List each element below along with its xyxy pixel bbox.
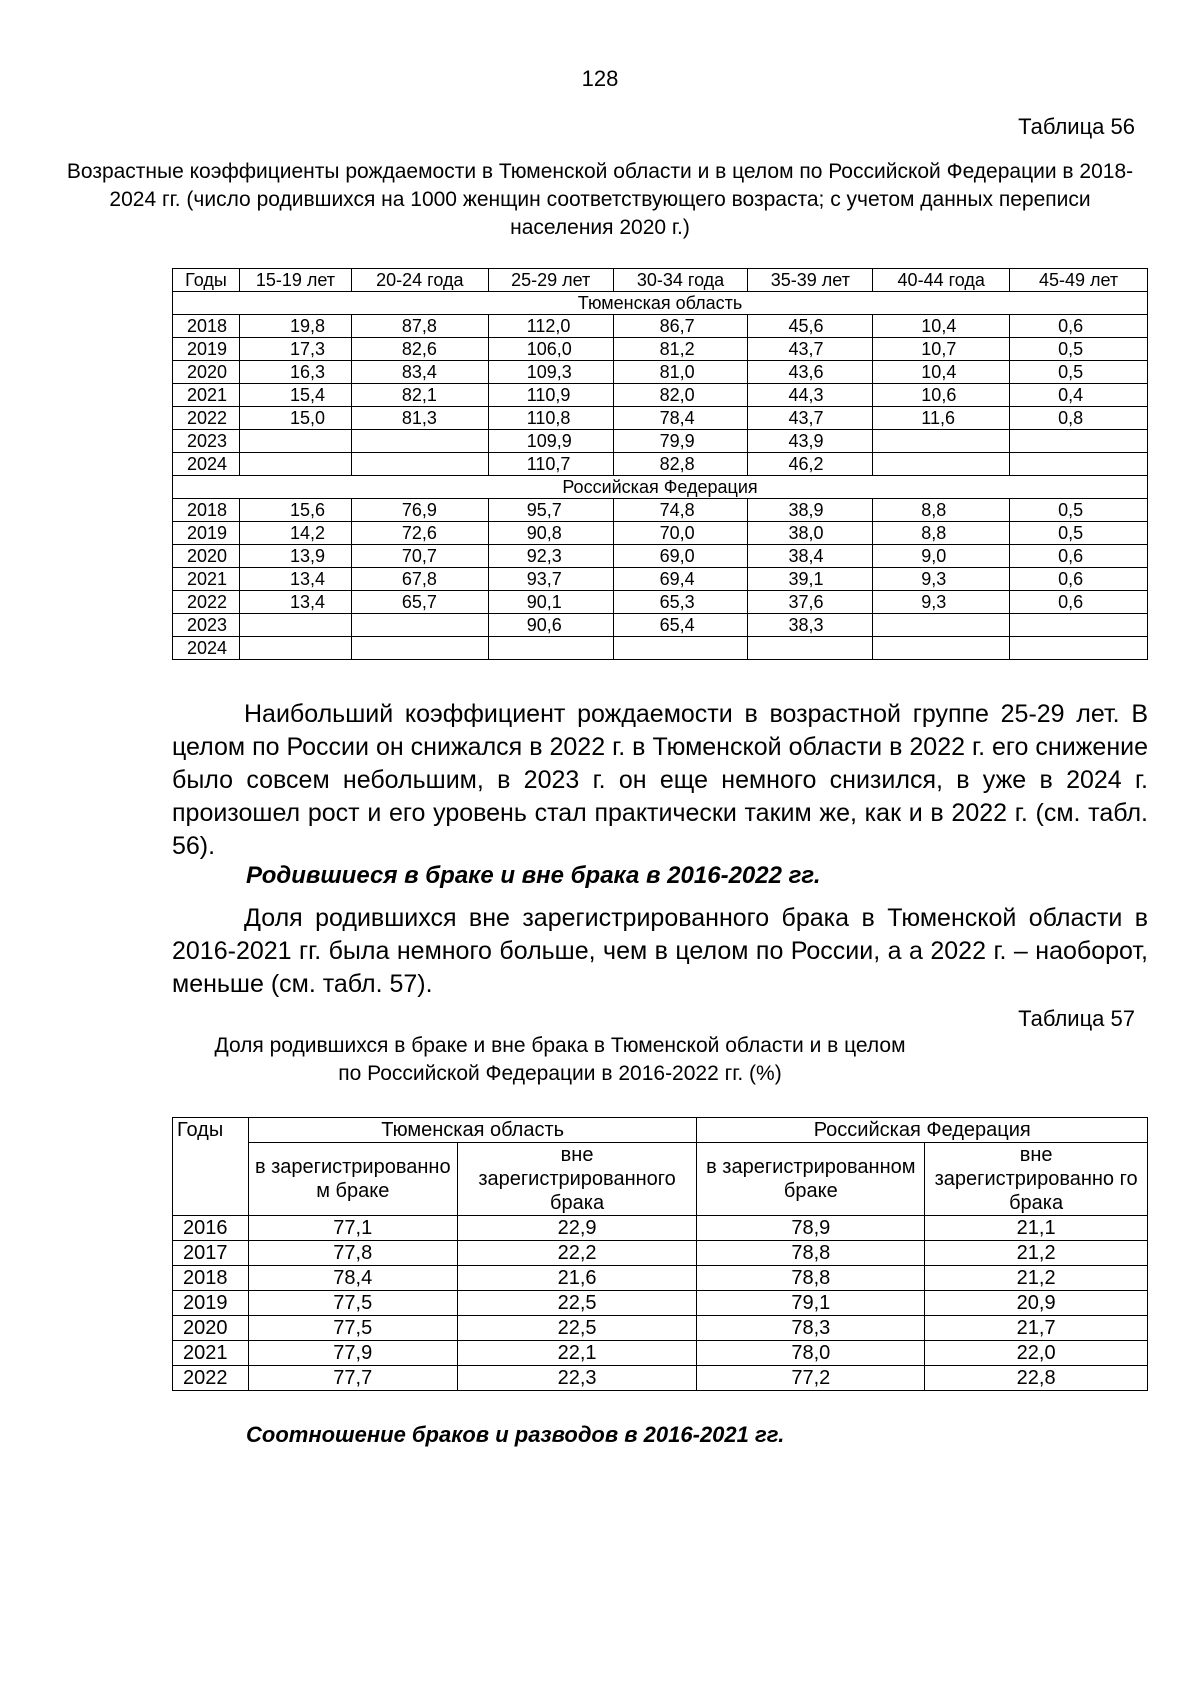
value-cell: 44,3 [748,384,873,407]
value-cell [613,637,748,660]
table-57-label: Таблица 57 [1018,1006,1135,1031]
value-cell: 82,1 [351,384,488,407]
value-cell: 15,0 [239,407,351,430]
header-30-34: 30-34 года [613,269,748,292]
value-cell: 72,6 [351,522,488,545]
year-cell: 2020 [173,361,240,384]
value-cell: 67,8 [351,568,488,591]
year-cell: 2018 [173,499,240,522]
value-cell: 21,1 [925,1216,1148,1241]
value-cell: 110,9 [488,384,613,407]
table-57-caption [110,1032,1010,1088]
value-cell: 86,7 [613,315,748,338]
section-heading-births: Родившиеся в браке и вне брака в 2016-2022 гг. [246,862,821,889]
value-cell: 77,2 [697,1366,925,1391]
value-cell: 78,8 [697,1266,925,1291]
value-cell: 0,5 [1010,522,1148,545]
year-cell: 2018 [173,315,240,338]
value-cell: 112,0 [488,315,613,338]
value-cell [239,430,351,453]
year-cell: 2019 [173,522,240,545]
table-57-caption-line-2: по Российской Федерации в 2016-2022 гг. (%) [338,1062,782,1085]
value-cell: 9,0 [873,545,1010,568]
value-cell: 78,3 [697,1316,925,1341]
table-57-header-row-1 [173,1118,1148,1143]
table-row [173,637,1148,660]
header-20-24: 20-24 года [351,269,488,292]
value-cell: 13,4 [239,591,351,614]
value-cell: 82,6 [351,338,488,361]
header-years: Годы [173,1118,249,1216]
value-cell: 20,9 [925,1291,1148,1316]
value-cell: 65,4 [613,614,748,637]
year-cell: 2016 [173,1216,249,1241]
value-cell [748,637,873,660]
value-cell [351,614,488,637]
value-cell: 22,8 [925,1366,1148,1391]
header-years: Годы [173,269,240,292]
value-cell [1010,430,1148,453]
value-cell: 22,0 [925,1341,1148,1366]
header-russian-federation: Российская Федерация [697,1118,1148,1143]
table-row [173,407,1148,430]
value-cell: 17,3 [239,338,351,361]
value-cell: 78,8 [697,1241,925,1266]
value-cell: 90,1 [488,591,613,614]
value-cell: 83,4 [351,361,488,384]
year-cell: 2017 [173,1241,249,1266]
value-cell: 0,6 [1010,591,1148,614]
value-cell: 15,6 [239,499,351,522]
value-cell [239,453,351,476]
value-cell: 45,6 [748,315,873,338]
table-56-body [173,292,1148,660]
value-cell: 22,9 [457,1216,697,1241]
table-row [173,453,1148,476]
table-row [173,522,1148,545]
table-56-header-row [173,269,1148,292]
value-cell [1010,614,1148,637]
value-cell: 82,8 [613,453,748,476]
value-cell: 77,5 [248,1316,457,1341]
value-cell: 43,9 [748,430,873,453]
value-cell: 81,2 [613,338,748,361]
section-title: Тюменская область [173,292,1148,315]
value-cell: 79,1 [697,1291,925,1316]
value-cell: 0,5 [1010,499,1148,522]
table-row [173,591,1148,614]
table-row [173,568,1148,591]
table-56-section-row [173,292,1148,315]
header-40-44: 40-44 года [873,269,1010,292]
header-45-49: 45-49 лет [1010,269,1148,292]
table-row [173,338,1148,361]
value-cell: 65,3 [613,591,748,614]
table-57 [172,1117,1148,1391]
value-cell: 79,9 [613,430,748,453]
value-cell: 21,6 [457,1266,697,1291]
value-cell [873,614,1010,637]
value-cell: 38,0 [748,522,873,545]
value-cell: 90,8 [488,522,613,545]
value-cell: 10,7 [873,338,1010,361]
value-cell: 87,8 [351,315,488,338]
value-cell: 106,0 [488,338,613,361]
value-cell: 65,7 [351,591,488,614]
value-cell [351,453,488,476]
value-cell [1010,637,1148,660]
value-cell: 22,3 [457,1366,697,1391]
header-35-39: 35-39 лет [748,269,873,292]
value-cell: 0,8 [1010,407,1148,430]
year-cell: 2024 [173,453,240,476]
value-cell: 39,1 [748,568,873,591]
value-cell: 78,4 [613,407,748,430]
value-cell: 10,6 [873,384,1010,407]
value-cell: 0,5 [1010,361,1148,384]
value-cell: 22,5 [457,1316,697,1341]
table-56-label: Таблица 56 [1018,114,1135,139]
value-cell: 38,9 [748,499,873,522]
value-cell: 81,3 [351,407,488,430]
subheader-rf-in-marriage: в зарегистрированном браке [697,1143,925,1216]
subheader-tyumen-in-marriage: в зарегистрированно м браке [248,1143,457,1216]
value-cell: 11,6 [873,407,1010,430]
value-cell: 8,8 [873,522,1010,545]
value-cell: 81,0 [613,361,748,384]
table-row [173,430,1148,453]
value-cell: 8,8 [873,499,1010,522]
table-56-caption: Возрастные коэффициенты рождаемости в Тюменской области и в целом по Российской Федерации в 2018-2024 гг. (число родившихся на 1000 женщин соответствующего возраста; с учетом данных переписи населения 2020 г.) [66,160,1134,239]
value-cell: 77,5 [248,1291,457,1316]
value-cell: 13,4 [239,568,351,591]
value-cell: 110,7 [488,453,613,476]
header-25-29: 25-29 лет [488,269,613,292]
header-tyumen-region: Тюменская область [248,1118,697,1143]
value-cell: 21,2 [925,1241,1148,1266]
value-cell [351,637,488,660]
value-cell: 78,4 [248,1266,457,1291]
value-cell [1010,453,1148,476]
year-cell: 2021 [173,384,240,407]
year-cell: 2021 [173,1341,249,1366]
year-cell: 2018 [173,1266,249,1291]
table-row [173,384,1148,407]
year-cell: 2024 [173,637,240,660]
value-cell: 0,6 [1010,568,1148,591]
value-cell: 69,4 [613,568,748,591]
year-cell: 2019 [173,338,240,361]
value-cell: 22,5 [457,1291,697,1316]
header-15-19: 15-19 лет [239,269,351,292]
value-cell: 90,6 [488,614,613,637]
value-cell: 9,3 [873,591,1010,614]
value-cell [873,430,1010,453]
value-cell: 38,3 [748,614,873,637]
table-row [173,361,1148,384]
year-cell: 2022 [173,591,240,614]
value-cell: 13,9 [239,545,351,568]
table-56 [172,268,1148,660]
year-cell: 2022 [173,1366,249,1391]
value-cell: 77,1 [248,1216,457,1241]
table-row [173,614,1148,637]
value-cell: 82,0 [613,384,748,407]
value-cell: 46,2 [748,453,873,476]
table-row [173,1216,1148,1241]
year-cell: 2019 [173,1291,249,1316]
value-cell: 0,4 [1010,384,1148,407]
year-cell: 2020 [173,545,240,568]
value-cell: 37,6 [748,591,873,614]
value-cell: 70,7 [351,545,488,568]
table-56-section-row [173,476,1148,499]
subheader-tyumen-out-of-marriage: вне зарегистрированного брака [457,1143,697,1216]
value-cell: 78,0 [697,1341,925,1366]
value-cell [873,453,1010,476]
value-cell: 95,7 [488,499,613,522]
value-cell: 43,7 [748,338,873,361]
value-cell: 22,2 [457,1241,697,1266]
value-cell: 70,0 [613,522,748,545]
value-cell: 15,4 [239,384,351,407]
section-heading-marriages-divorces: Соотношение браков и разводов в 2016-2021 гг. [246,1422,785,1447]
year-cell: 2023 [173,614,240,637]
value-cell: 92,3 [488,545,613,568]
year-cell: 2020 [173,1316,249,1341]
table-row [173,1266,1148,1291]
table-row [173,1316,1148,1341]
value-cell: 16,3 [239,361,351,384]
table-57-header-row-2 [173,1143,1148,1216]
subheader-rf-out-of-marriage: вне зарегистрированно го брака [925,1143,1148,1216]
value-cell: 9,3 [873,568,1010,591]
value-cell: 0,6 [1010,315,1148,338]
value-cell: 10,4 [873,315,1010,338]
value-cell: 78,9 [697,1216,925,1241]
paragraph-1: Наибольший коэффициент рождаемости в возрастной группе 25-29 лет. В целом по России он снижался в 2022 г. в Тюменской области в 2022 г. его снижение было совсем небольшим, в 2023 г. он еще немного снизился, в уже в 2024 г. произошел рост и его уровень стал практически таким же, как и в 2022 г. (см. табл. 56). [172,700,1148,860]
value-cell: 69,0 [613,545,748,568]
table-row [173,1241,1148,1266]
table-row [173,499,1148,522]
value-cell: 74,8 [613,499,748,522]
table-row [173,1341,1148,1366]
page-number: 128 [581,66,619,91]
value-cell: 0,6 [1010,545,1148,568]
value-cell: 109,3 [488,361,613,384]
table-row [173,1291,1148,1316]
year-cell: 2021 [173,568,240,591]
table-row [173,1366,1148,1391]
value-cell: 38,4 [748,545,873,568]
value-cell: 77,8 [248,1241,457,1266]
table-row [173,545,1148,568]
value-cell: 21,7 [925,1316,1148,1341]
table-57-body [173,1216,1148,1391]
value-cell: 77,7 [248,1366,457,1391]
value-cell: 22,1 [457,1341,697,1366]
value-cell: 10,4 [873,361,1010,384]
value-cell: 77,9 [248,1341,457,1366]
table-57-caption-line-1: Доля родившихся в браке и вне брака в Тюменской области и в целом [214,1034,906,1057]
value-cell: 19,8 [239,315,351,338]
value-cell: 0,5 [1010,338,1148,361]
value-cell [351,430,488,453]
value-cell: 109,9 [488,430,613,453]
value-cell: 43,6 [748,361,873,384]
value-cell: 21,2 [925,1266,1148,1291]
value-cell [239,637,351,660]
value-cell: 14,2 [239,522,351,545]
year-cell: 2023 [173,430,240,453]
table-row [173,315,1148,338]
value-cell: 43,7 [748,407,873,430]
value-cell: 93,7 [488,568,613,591]
year-cell: 2022 [173,407,240,430]
value-cell: 110,8 [488,407,613,430]
value-cell [239,614,351,637]
paragraph-2: Доля родившихся вне зарегистрированного брака в Тюменской области в 2016-2021 гг. была немного больше, чем в целом по России, а а 2022 г. – наоборот, меньше (см. табл. 57). [172,904,1148,998]
section-title: Российская Федерация [173,476,1148,499]
value-cell [488,637,613,660]
value-cell [873,637,1010,660]
value-cell: 76,9 [351,499,488,522]
